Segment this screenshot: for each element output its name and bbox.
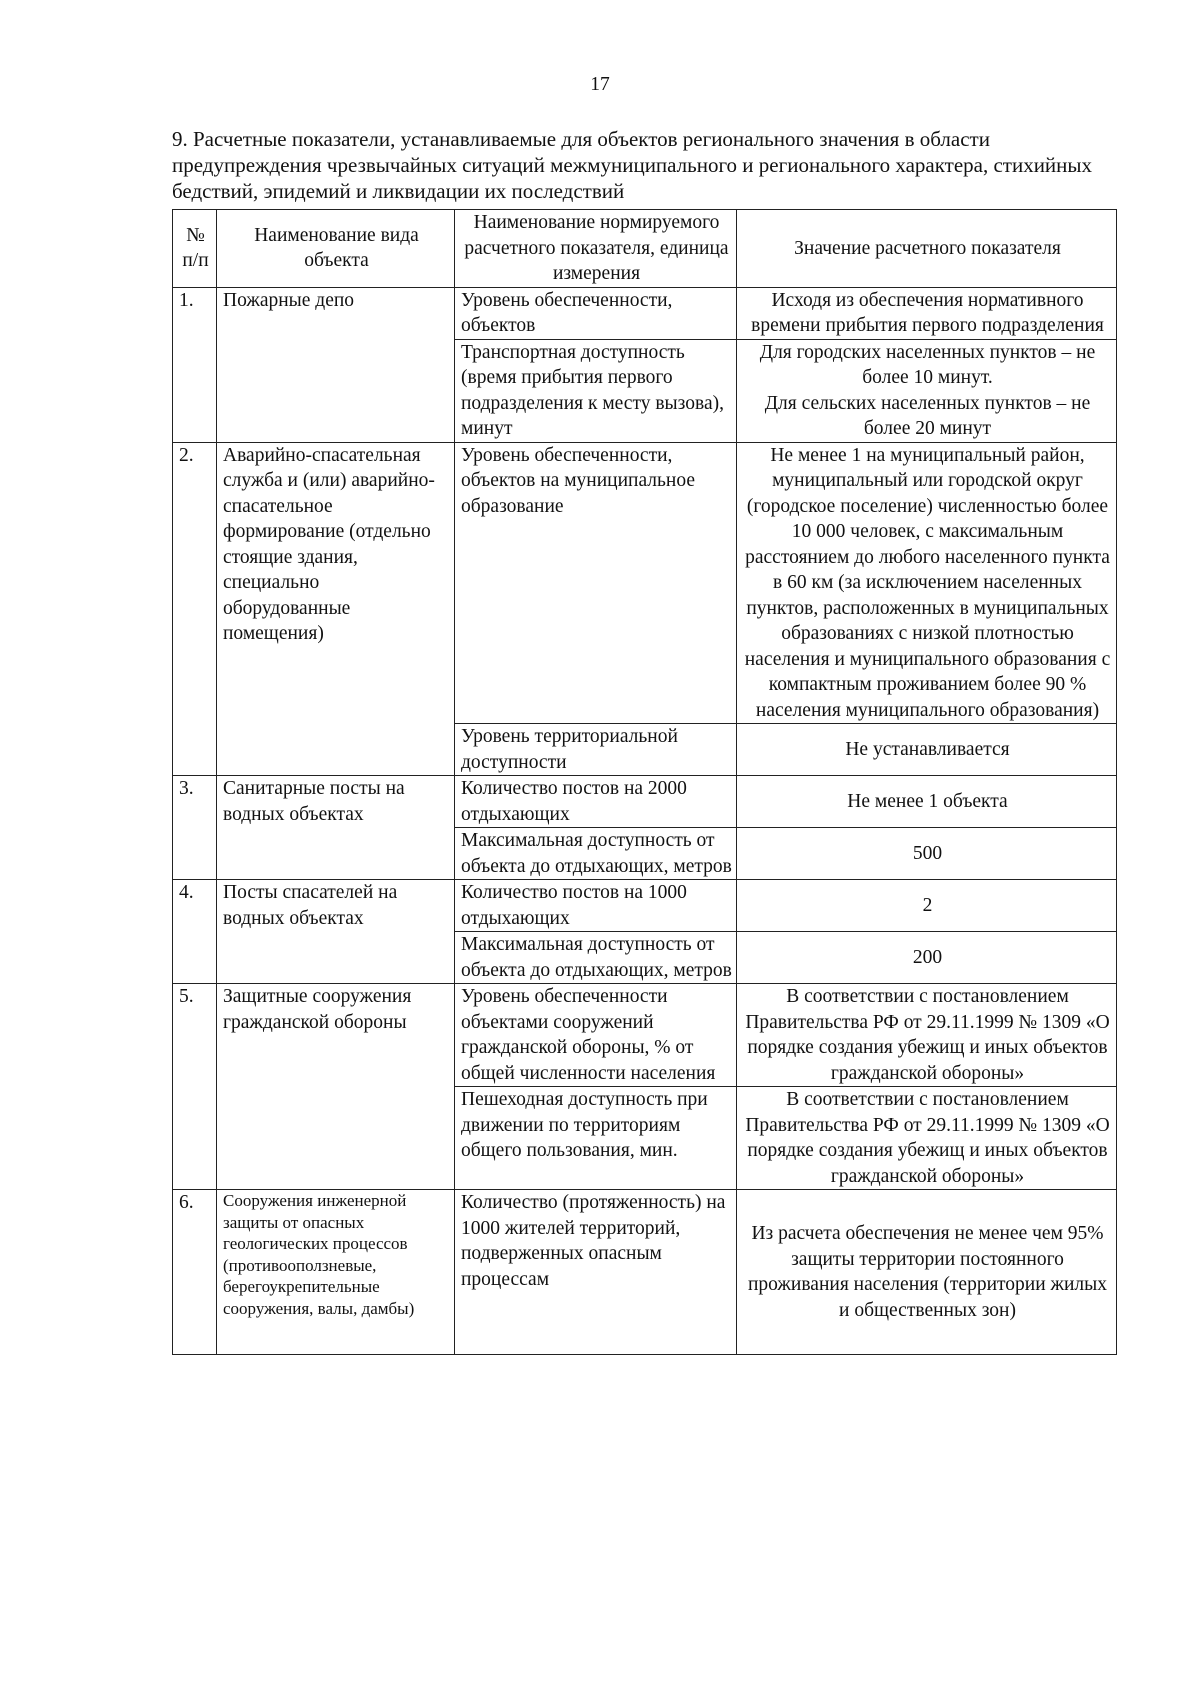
table-row (173, 1190, 1117, 1355)
row-object: Аварийно-спасательная служба и (или) аварийно-спасательное формирование (отдельно стоящие здания, специально оборудованные помещения) (217, 442, 455, 776)
row-value-line: Для городских населенных пунктов – не более 10 минут. (759, 341, 1096, 388)
indicators-table (172, 209, 1117, 1355)
header-object: Наименование вида объекта (217, 210, 455, 288)
table-row (173, 287, 1117, 339)
row-value: 2 (737, 880, 1117, 932)
row-num: 5. (173, 984, 217, 1190)
row-num: 1. (173, 287, 217, 442)
row-value: Не устанавливается (737, 724, 1117, 776)
row-indicator: Максимальная доступность от объекта до отдыхающих, метров (455, 932, 737, 984)
row-object: Пожарные депо (217, 287, 455, 442)
row-value: 500 (737, 828, 1117, 880)
row-value: Не менее 1 объекта (737, 776, 1117, 828)
row-num: 2. (173, 442, 217, 776)
row-object: Посты спасателей на водных объектах (217, 880, 455, 984)
row-indicator: Максимальная доступность от объекта до отдыхающих, метров (455, 828, 737, 880)
header-value: Значение расчетного показателя (737, 210, 1117, 288)
table-row (173, 880, 1117, 932)
table-row (173, 776, 1117, 828)
table-header-row (173, 210, 1117, 288)
row-value: Исходя из обеспечения нормативного времени прибытия первого подразделения (737, 287, 1117, 339)
table-row (173, 984, 1117, 1087)
row-indicator: Количество постов на 2000 отдыхающих (455, 776, 737, 828)
row-indicator: Уровень обеспеченности объектами сооружений гражданской обороны, % от общей численности населения (455, 984, 737, 1087)
row-object: Санитарные посты на водных объектах (217, 776, 455, 880)
row-value-line: Для сельских населенных пунктов – не более 20 минут (764, 392, 1091, 439)
table-row (173, 442, 1117, 724)
row-object: Защитные сооружения гражданской обороны (217, 984, 455, 1190)
row-indicator: Транспортная доступность (время прибытия первого подразделения к месту вызова), минут (455, 339, 737, 442)
header-indicator: Наименование нормируемого расчетного показателя, единица измерения (455, 210, 737, 288)
row-indicator: Количество (протяженность) на 1000 жителей территорий, подверженных опасным процессам (455, 1190, 737, 1355)
row-indicator: Уровень обеспеченности, объектов (455, 287, 737, 339)
page-number: 17 (590, 74, 610, 95)
row-indicator: Количество постов на 1000 отдыхающих (455, 880, 737, 932)
row-object: Сооружения инженерной защиты от опасных геологических процессов (противооползневые, берегоукрепительные сооружения, валы, дамбы) (217, 1190, 455, 1355)
header-num: № п/п (173, 210, 217, 288)
row-value: В соответствии с постановлением Правительства РФ от 29.11.1999 № 1309 «О порядке создания убежищ и иных объектов гражданской обороны» (737, 984, 1117, 1087)
row-num: 6. (173, 1190, 217, 1355)
row-indicator: Уровень территориальной доступности (455, 724, 737, 776)
section-heading: 9. Расчетные показатели, устанавливаемые для объектов регионального значения в области предупреждения чрезвычайных ситуаций межмуниципального и регионального характера, стихийных бедствий, эпидемий и ликвидации их последствий (172, 127, 1093, 203)
row-num: 3. (173, 776, 217, 880)
row-value (737, 339, 1117, 442)
row-indicator: Пешеходная доступность при движении по территориям общего пользования, мин. (455, 1087, 737, 1190)
row-value: Не менее 1 на муниципальный район, муниципальный или городской округ (городское поселение) численностью более 10 000 человек, с максимальным расстоянием до любого населенного пункта в 60 км (за исключением населенных пунктов, расположенных в муниципальных образованиях с низкой плотностью населения и муниципального образования с компактным проживанием более 90 % населения муниципального образования) (737, 442, 1117, 724)
row-num: 4. (173, 880, 217, 984)
row-indicator: Уровень обеспеченности, объектов на муниципальное образование (455, 442, 737, 724)
row-value: В соответствии с постановлением Правительства РФ от 29.11.1999 № 1309 «О порядке создания убежищ и иных объектов гражданской обороны» (737, 1087, 1117, 1190)
row-value: 200 (737, 932, 1117, 984)
row-value: Из расчета обеспечения не менее чем 95% защиты территории постоянного проживания населения (территории жилых и общественных зон) (737, 1190, 1117, 1355)
